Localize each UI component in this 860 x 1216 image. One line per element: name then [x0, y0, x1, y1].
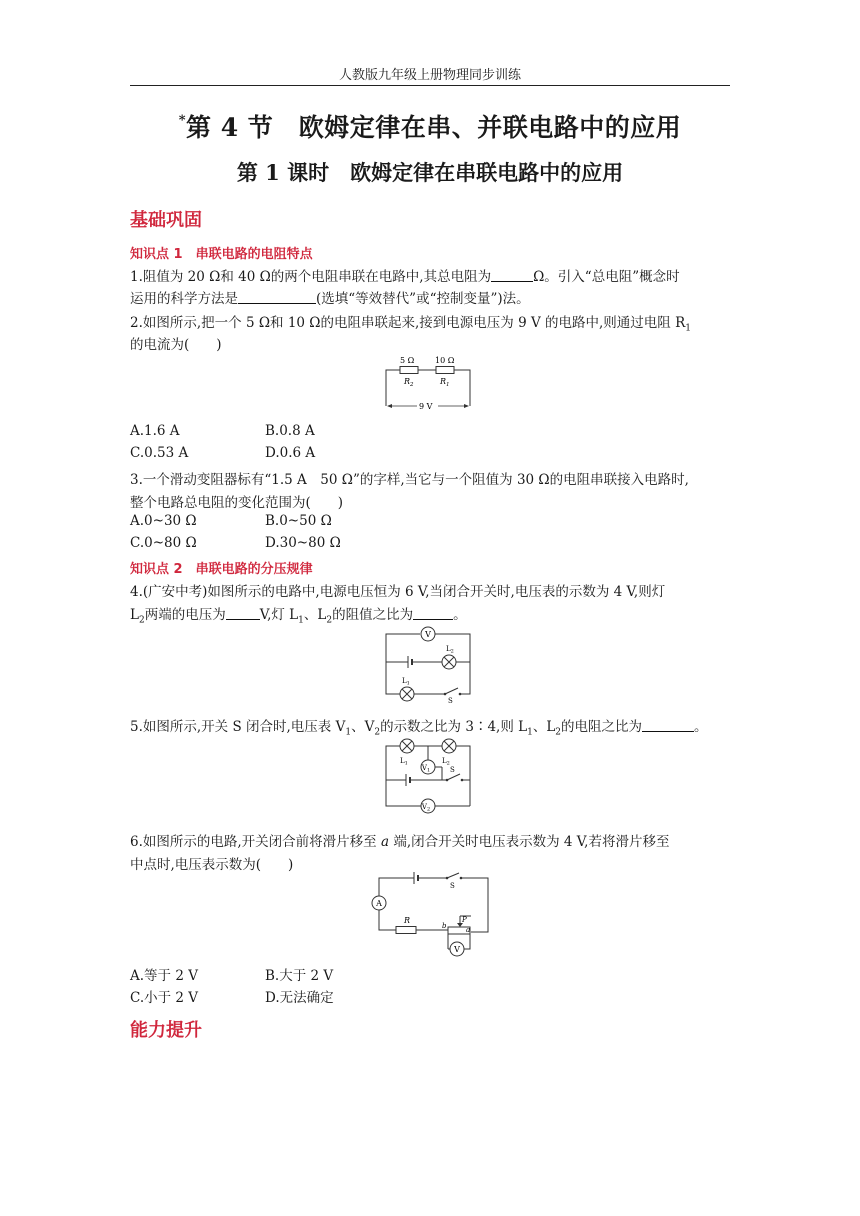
q3-option-d[interactable]: D.30~80 Ω — [265, 535, 341, 551]
q2-wire-left — [386, 370, 400, 406]
section-title — [130, 108, 730, 144]
q6-voltmeter-label: V — [454, 945, 460, 954]
q4-lamp-l2-label: $L_2$ — [446, 645, 454, 655]
q2-resistor-r2 — [400, 367, 418, 374]
section-advanced-heading: 能力提升 — [130, 1020, 202, 1041]
q5-circuit-figure — [380, 736, 476, 816]
q6-resistor-label: R — [404, 916, 411, 925]
q3-option-a[interactable]: A.0~30 Ω — [130, 513, 197, 529]
q6-end-b-label: b — [442, 922, 447, 930]
q6-text-end-a: a — [380, 834, 390, 850]
q6-line-2: 中点时,电压表示数为( ) — [130, 857, 294, 873]
q5-text-c: 的示数之比为 3∶4,则 L — [380, 719, 528, 735]
q6-circuit-figure — [366, 872, 492, 960]
q2-r1-value: 10 Ω — [435, 356, 455, 365]
q5-lamp-l2-label: $L_2$ — [442, 757, 450, 767]
knowledge-point-2: 知识点 2 串联电路的分压规律 — [130, 562, 313, 577]
q2-r2-value: 5 Ω — [400, 356, 415, 365]
q6-wire-v-right — [464, 934, 470, 949]
q4-text-a: L — [130, 607, 139, 623]
q2-arrow-left — [387, 404, 392, 408]
q1-text-a: 1.阻值为 20 Ω和 40 Ω的两个电阻串联在电路中,其总电阻为 — [130, 269, 492, 285]
q3-line-1: 3.一个滑动变阻器标有“1.5 A 50 Ω”的字样,当它与一个阻值为 30 Ω的电阻串联接入电路时, — [130, 472, 689, 488]
q6-option-a[interactable]: A.等于 2 V — [130, 968, 198, 984]
q5-line — [130, 715, 740, 738]
q4-text-d: 、L — [303, 607, 327, 623]
q6-wire-top-left — [379, 878, 414, 896]
q6-text-a: 6.如图所示的电路,开关闭合前将滑片移至 — [130, 834, 381, 850]
q6-text-c: 端,闭合开关时电压表示数为 4 V,若将滑片移至 — [389, 834, 670, 850]
q6-end-a-label: a — [466, 926, 471, 934]
q3-option-c[interactable]: C.0~80 Ω — [130, 535, 197, 551]
q4-line-1: 4.(广安中考)如图所示的电路中,电源电压恒为 6 V,当闭合开关时,电压表的示数为 4 V,则灯 — [130, 584, 666, 600]
q4-text-e: 的阻值之比为 — [332, 607, 414, 623]
q2-option-b[interactable]: B.0.8 A — [265, 423, 315, 439]
q6-option-d[interactable]: D.无法确定 — [265, 990, 334, 1006]
q6-wire-left-bottom — [379, 910, 396, 930]
q4-blank-2[interactable] — [413, 607, 453, 620]
q2-option-a[interactable]: A.1.6 A — [130, 423, 180, 439]
q5-wire-bottom-left — [386, 780, 421, 806]
q2-voltage-label: 9 V — [419, 402, 433, 411]
q5-text-b: 、V — [351, 719, 375, 735]
q5-sub-c: 1 — [527, 727, 533, 738]
q3-option-b[interactable]: B.0~50 Ω — [265, 513, 332, 529]
knowledge-point-1: 知识点 1 串联电路的电阻特点 — [130, 247, 313, 262]
title-text: 第 4 节 欧姆定律在串、并联电路中的应用 — [186, 113, 682, 142]
q2-line-1 — [130, 311, 740, 334]
q4-text-f: 。 — [453, 607, 467, 623]
q6-switch-blade[interactable] — [447, 873, 459, 878]
section-basic-heading: 基础巩固 — [130, 210, 202, 231]
q5-voltmeter-v2-label: $V_2$ — [421, 803, 431, 813]
q4-switch-blade[interactable] — [445, 688, 458, 694]
q4-voltmeter-label: V — [425, 630, 431, 639]
q4-sub-c: 2 — [326, 615, 333, 626]
q5-wire-top-left — [386, 746, 400, 780]
q5-wire-top-right — [456, 746, 470, 806]
q4-text-c: V,灯 L — [259, 607, 299, 623]
title-mark: * — [178, 113, 186, 128]
q5-text-f: 。 — [694, 719, 708, 735]
q6-slider-label: P — [462, 916, 467, 924]
q5-text-e: 的电阻之比为 — [561, 719, 643, 735]
q5-sub-b: 2 — [374, 727, 381, 738]
q5-text-d: 、L — [532, 719, 556, 735]
q5-sub-d: 2 — [555, 727, 562, 738]
q4-sub-b: 1 — [298, 615, 304, 626]
q6-option-c[interactable]: C.小于 2 V — [130, 990, 199, 1006]
q2-circuit-figure — [380, 354, 480, 416]
q5-switch-label: S — [450, 766, 455, 774]
q2-sub: 1 — [685, 323, 691, 334]
q4-line-2 — [130, 603, 740, 626]
q4-text-b: 两端的电压为 — [144, 607, 226, 623]
q1-line-2 — [130, 287, 740, 307]
q1-text-c: 运用的科学方法是 — [130, 291, 238, 307]
q4-wire-bottom-left — [386, 662, 400, 694]
q4-sub-a: 2 — [138, 615, 145, 626]
lesson-subtitle: 第 1 课时 欧姆定律在串联电路中的应用 — [236, 160, 624, 185]
q5-text-a: 5.如图所示,开关 S 闭合时,电压表 V — [130, 719, 346, 735]
q6-line-1 — [130, 830, 740, 850]
q2-wire-right — [454, 370, 470, 406]
q4-switch-label: S — [448, 697, 453, 704]
q6-option-b[interactable]: B.大于 2 V — [265, 968, 334, 984]
q2-option-c[interactable]: C.0.53 A — [130, 445, 189, 461]
q1-text-d: (选填“等效替代”或“控制变量”)法。 — [316, 291, 530, 307]
q2-resistor-r1 — [436, 367, 454, 374]
q1-line-1 — [130, 265, 740, 285]
q1-blank-1[interactable] — [491, 269, 533, 282]
q5-sub-a: 1 — [345, 727, 352, 738]
q2-r1-label: $R_1$ — [440, 377, 450, 388]
q2-line-2: 的电流为( ) — [130, 337, 222, 353]
q2-text-a: 2.如图所示,把一个 5 Ω和 10 Ω的电阻串联起来,接到电源电压为 9 V 的电路中,则通过电阻 R — [130, 315, 686, 331]
q1-blank-2[interactable] — [238, 291, 316, 304]
q4-wire-top-left — [386, 634, 420, 662]
q2-option-d[interactable]: D.0.6 A — [265, 445, 316, 461]
q5-voltmeter-v1-label: $V_1$ — [421, 764, 431, 774]
q5-lamp-l1-label: $L_1$ — [400, 757, 408, 767]
q4-switch-contact — [459, 693, 462, 696]
q6-ammeter-label: A — [376, 899, 382, 908]
q4-lamp-l1-label: $L_1$ — [402, 677, 410, 687]
q5-switch-blade[interactable] — [447, 774, 460, 780]
header-rule — [130, 85, 730, 86]
q2-arrow-right — [464, 404, 469, 408]
q4-circuit-figure — [380, 624, 476, 704]
q6-switch-label: S — [450, 882, 455, 890]
q1-text-b: Ω。引入“总电阻”概念时 — [533, 269, 680, 285]
q4-blank-1[interactable] — [226, 607, 260, 620]
q6-resistor-r — [396, 927, 416, 934]
q3-line-2: 整个电路总电阻的变化范围为( ) — [130, 495, 344, 511]
page-header: 人教版九年级上册物理同步训练 — [338, 68, 521, 83]
q5-blank[interactable] — [642, 719, 694, 732]
q2-r2-label: $R_2$ — [404, 377, 414, 388]
